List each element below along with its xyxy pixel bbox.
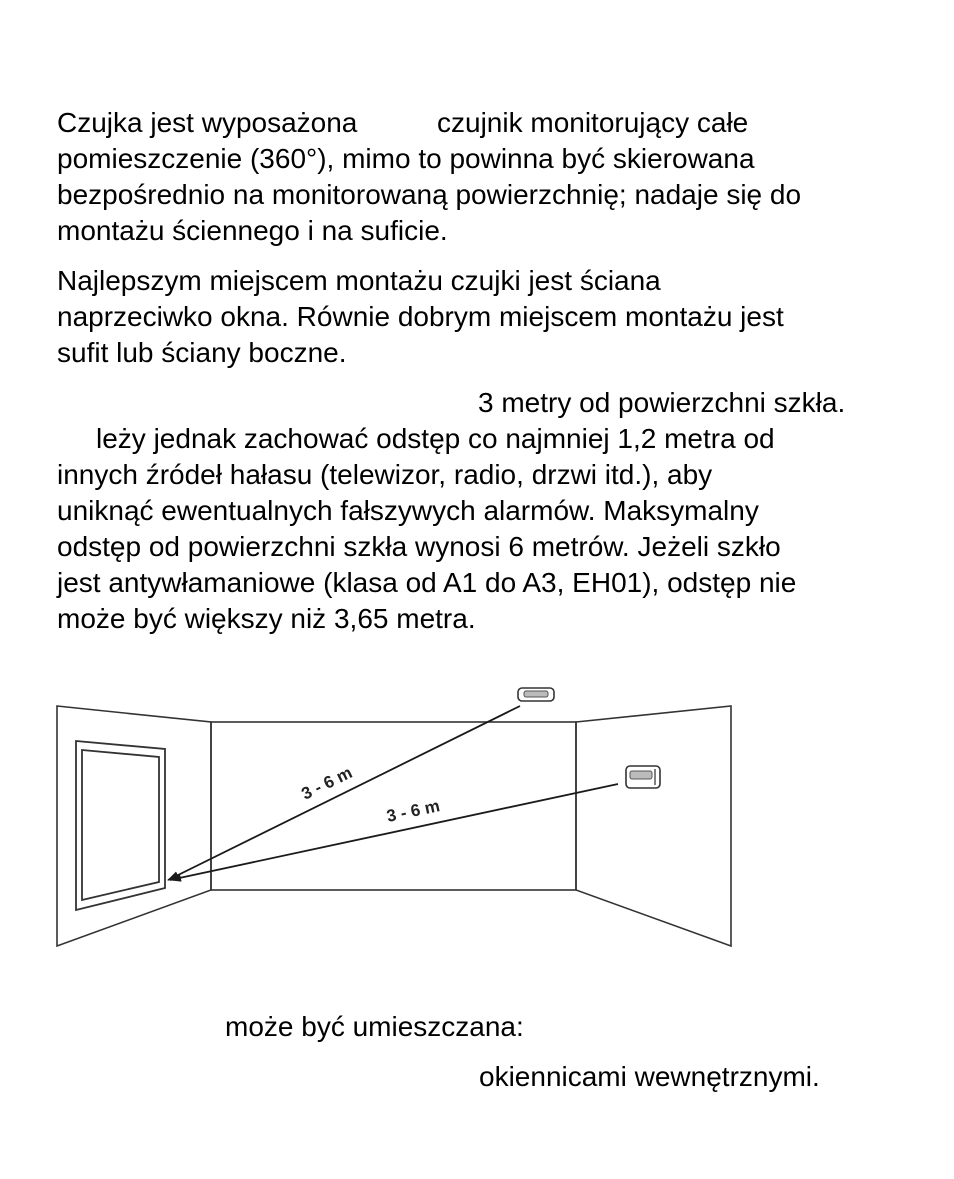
wall-sensor-arrow [170,784,618,880]
paragraph3-line4: uniknąć ewentualnych fałszywych alarmów. Maksymalny [57,495,759,526]
ceiling-sensor-arrow [168,706,520,880]
paragraph2-line3: sufit lub ściany boczne. [57,337,347,368]
paragraph3-line5: odstęp od powierzchni szkła wynosi 6 metrów. Jeżeli szkło [57,531,781,562]
room-mounting-diagram [50,678,750,968]
paragraph2-line1: Najlepszym miejscem montażu czujki jest ściana [57,265,661,296]
right-wall [576,706,731,946]
paragraph3-line2: leży jednak zachować odstęp co najmniej 1,2 metra od [96,423,775,454]
paragraph3-line1: 3 metry od powierzchni szkła. [478,387,846,418]
paragraph3-line7: może być większy niż 3,65 metra. [57,603,476,634]
wall-distance-label: 3 - 6 m [384,796,442,826]
placement-item: okiennicami wewnętrznymi. [479,1061,820,1092]
paragraph1-line3: bezpośrednio na monitorowaną powierzchnię; nadaje się do [57,179,802,210]
paragraph3-line6: jest antywłamaniowe (klasa od A1 do A3, EH01), odstęp nie [57,567,797,598]
paragraph3-line3: innych źródeł hałasu (telewizor, radio, drzwi itd.), aby [57,459,713,490]
paragraph1-line4: montażu ściennego i na suficie. [57,215,448,246]
paragraph1-line2: pomieszczenie (360°), mimo to powinna być skierowana [57,143,755,174]
ceiling-distance-label: 3 - 6 m [298,762,356,804]
paragraph2-line2: naprzeciwko okna. Równie dobrym miejscem montażu jest [57,301,784,332]
placement-heading: może być umieszczana: [225,1011,524,1042]
paragraph1-line1a: Czujka jest wyposażona [57,107,358,138]
paragraph1-line1b: czujnik monitorujący całe [437,107,749,138]
window [76,741,165,910]
wall-sensor-icon [626,766,660,788]
ceiling-sensor-icon [518,688,554,701]
